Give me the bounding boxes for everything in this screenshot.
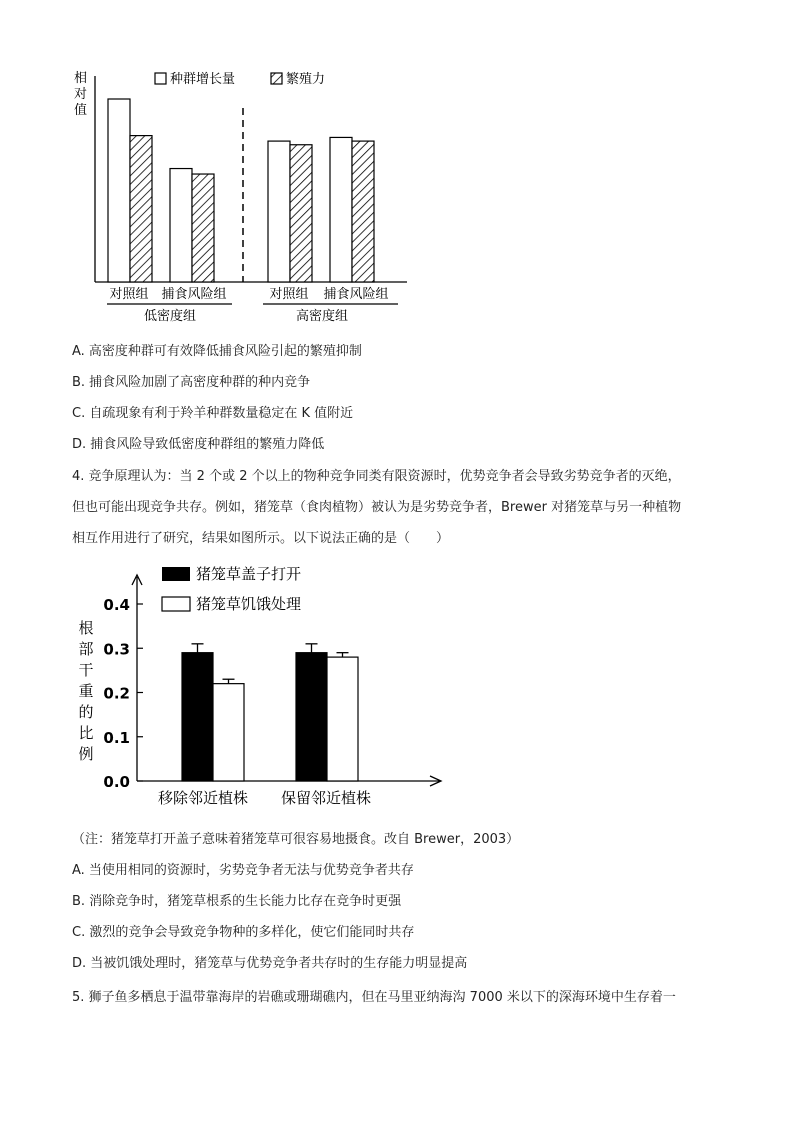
q5-stem-line-1: 5. 狮子鱼多栖息于温带靠海岸的岩礁或珊瑚礁内，但在马里亚纳海沟 7000 米以下的深海环境中生存着一 <box>72 990 676 1005</box>
q3-option-c: C. 自疏现象有利于羚羊种群数量稳定在 K 值附近 <box>72 406 354 421</box>
chart2-ytick-label-0: 0.0 <box>103 773 130 791</box>
chart2-ylabel-char-5: 比 <box>78 724 94 742</box>
chart1-cat-0: 对照组 <box>109 287 149 302</box>
chart2-ylabel-char-1: 部 <box>78 640 94 658</box>
chart1-bar-fertility-0 <box>130 136 152 282</box>
q3-option-b: B. 捕食风险加剧了高密度种群的种内竞争 <box>72 375 311 390</box>
q3-option-d: D. 捕食风险导致低密度种群组的繁殖力降低 <box>72 437 325 452</box>
q4-option-a: A. 当使用相同的资源时，劣势竞争者无法与优势竞争者共存 <box>72 863 414 878</box>
chart2-cat-1: 保留邻近植株 <box>280 789 372 807</box>
chart2-ylabel-char-4: 的 <box>78 703 94 721</box>
legend-growth-swatch <box>155 73 166 84</box>
chart2-ytick-label-1: 0.1 <box>103 728 130 747</box>
chart1-bar-growth-0 <box>108 99 130 282</box>
chart2-ytick-label-4: 0.4 <box>103 596 130 614</box>
q4-stem-line-1: 4. 竞争原理认为：当 2 个或 2 个以上的物种竞争同类有限资源时，优势竞争者会导致劣势竞争者的灭绝， <box>72 469 681 484</box>
chart2-ytick-label-3: 0.3 <box>103 640 130 659</box>
chart2-bar-starved-1 <box>327 657 358 781</box>
chart2-ylabel-char-3: 重 <box>78 682 94 700</box>
q4-stem-line-3: 相互作用进行了研究，结果如图所示。以下说法正确的是（ ） <box>72 531 450 546</box>
chart1-ylabel-1: 相 <box>74 71 88 86</box>
chart1-bar-fertility-1 <box>192 174 214 282</box>
legend-fertility-swatch <box>271 73 282 84</box>
chart2-bar-starved-0 <box>213 684 244 781</box>
chart-population-density <box>0 0 794 330</box>
chart1-bar-growth-2 <box>268 141 290 282</box>
chart2-ylabel <box>78 619 93 763</box>
chart2-bar-lid-open-0 <box>182 653 213 781</box>
legend-lid-open-swatch <box>162 567 190 581</box>
q4-stem-line-2: 但也可能出现竞争共存。例如，猪笼草（食肉植物）被认为是劣势竞争者，Brewer 对猪笼草与另一种植物 <box>72 500 682 515</box>
chart1-bar-growth-1 <box>170 169 192 282</box>
legend-starved-swatch <box>162 597 190 611</box>
legend-starved-label: 猪笼草饥饿处理 <box>196 595 302 613</box>
q4-option-c: C. 激烈的竞争会导致竞争物种的多样化，使它们能同时共存 <box>72 925 415 940</box>
chart1-bar-fertility-2 <box>290 145 312 282</box>
chart2-bar-lid-open-1 <box>296 653 327 781</box>
legend-lid-open-label: 猪笼草盖子打开 <box>196 565 302 583</box>
chart2-ylabel-char-0: 根 <box>78 619 94 637</box>
chart2-bars <box>182 644 358 781</box>
q4-option-d: D. 当被饥饿处理时，猪笼草与优势竞争者共存时的生存能力明显提高 <box>72 956 468 971</box>
q3-option-a: A. 高密度种群可有效降低捕食风险引起的繁殖抑制 <box>72 344 362 359</box>
chart1-group-0: 低密度组 <box>143 309 197 324</box>
chart1-group-1: 高密度组 <box>295 309 349 324</box>
chart-pitcher-plant <box>0 555 794 815</box>
chart2-ytick-label-2: 0.2 <box>103 684 130 703</box>
legend-growth-label: 种群增长量 <box>170 72 236 87</box>
legend-fertility-label: 繁殖力 <box>286 72 326 87</box>
chart1-ylabel-3: 值 <box>74 103 88 118</box>
chart2-ylabel-char-2: 干 <box>78 661 94 679</box>
chart1-cat-3: 捕食风险组 <box>323 287 389 302</box>
chart2-ylabel-char-6: 例 <box>78 745 94 763</box>
chart1-bar-growth-3 <box>330 137 352 282</box>
q4-option-b: B. 消除竞争时，猪笼草根系的生长能力比存在竞争时更强 <box>72 894 402 909</box>
chart1-cat-2: 对照组 <box>269 287 309 302</box>
chart1-bars <box>108 99 374 282</box>
q4-note: （注：猪笼草打开盖子意味着猪笼草可很容易地摄食。改自 Brewer，2003） <box>72 832 520 847</box>
chart1-bar-fertility-3 <box>352 141 374 282</box>
chart1-cat-1: 捕食风险组 <box>161 287 227 302</box>
chart2-cat-0: 移除邻近植株 <box>157 789 249 807</box>
chart1-ylabel-2: 对 <box>74 87 88 102</box>
